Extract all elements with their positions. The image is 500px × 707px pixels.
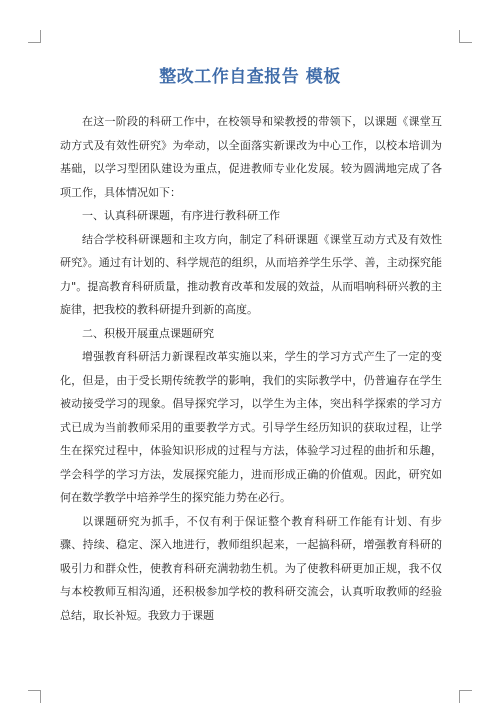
crop-mark-top-right [459,30,472,43]
crop-mark-bottom-right [459,690,472,703]
section-heading-1: 一、认真科研课题，有序进行教科研工作 [82,209,280,222]
section-2-paragraph: 增强教育科研活力新课程改革实施以来，学生的学习方式产生了一定的变化，但是，由于受长期传统教学的影响，我们的实际教学中，仍普遍存在学生被动接受学习的现象。倡导探究学习，以学生为主体，突出科学探索的学习方式已成为当前教师采用的重要教学方式。引导学生经历知识的获取过程，让学生在探究过程中，体验知识形成的过程与方法，体验学习过程的曲折和乐趣，学会科学的学习方法，发展探究能力，进而形成正确的价值观。因此，研究如何在数学教学中培养学生的探究能力势在必行。 [60,350,442,504]
document-title: 整改工作自查报告 模板 [159,67,341,87]
crop-mark-bottom-left [28,690,41,703]
section-1-paragraph: 结合学校科研课题和主攻方向，制定了科研课题《课堂互动方式及有效性研究》。通过有计划的、科学规范的组织，从而培养学生乐学、善，主动探究能力"。提高教育科研质量，推动教育改革和发展的效益，从而唱响科研兴教的主旋律，把我校的教科研提升到新的高度。 [60,232,442,316]
section-heading-2: 二、积极开展重点课题研究 [82,326,214,340]
section-2-paragraph-2: 以课题研究为抓手，不仅有利于保证整个教育科研工作能有计划、有步骤、持续、稳定、深入地进行，教师组织起来，一起搞科研，增强教育科研的吸引力和群众性，使教育科研充满勃勃生机。为了使教科研更加正规，我不仅与本校教师互相沟通，还积极参加学校的教科研交流会，认真听取教师的经验总结，取长补短。我致力于课题 [60,514,442,622]
intro-paragraph: 在这一阶段的科研工作中，在校领导和梁教授的带领下，以课题《课堂互动方式及有效性研究》为牵动，以全面落实新课改为中心工作，以校本培训为基础，以学习型团队建设为重点，促进教师专业化发展。较为圆满地完成了各项工作，具体情况如下： [60,115,442,199]
crop-mark-top-left [28,30,41,43]
document-body [60,110,442,627]
